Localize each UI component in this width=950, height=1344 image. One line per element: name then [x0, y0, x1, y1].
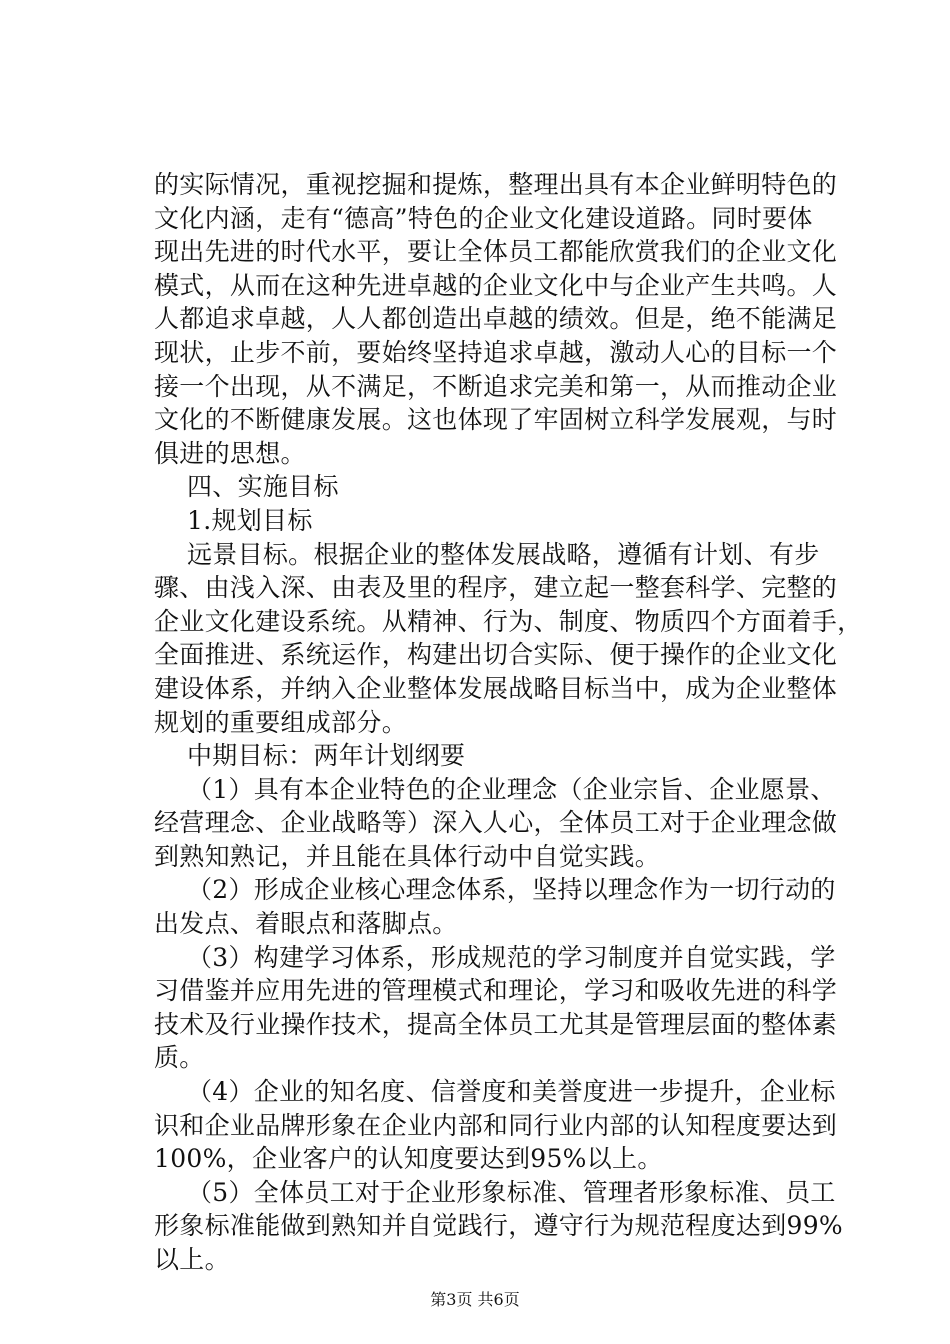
- document-body: [154, 168, 863, 1277]
- text-line: 的实际情况，重视挖掘和提炼，整理出具有本企业鲜明特色的: [154, 170, 838, 199]
- text-line: 人都追求卓越，人人都创造出卓越的绩效。但是，绝不能满足: [154, 304, 838, 334]
- text-line: 模式，从而在这种先进卓越的企业文化中与企业产生共鸣。人: [154, 270, 838, 300]
- text-line: 1.规划目标: [154, 505, 313, 535]
- page-footer: 第3页 共6页: [430, 1290, 520, 1309]
- text-line: 识和企业品牌形象在企业内部和同行业内部的认知程度要达到: [154, 1110, 838, 1140]
- text-line: 经营理念、企业战略等）深入人心，全体员工对于企业理念做: [154, 808, 838, 838]
- text-line: 现状，止步不前，要始终坚持追求卓越，激动人心的目标一个: [154, 337, 838, 367]
- text-line: 100%，企业客户的认知度要达到95%以上。: [154, 1144, 663, 1174]
- text-line: 习借鉴并应用先进的管理模式和理论，学习和吸收先进的科学: [154, 976, 838, 1006]
- text-line: 企业文化建设系统。从精神、行为、制度、物质四个方面着手，: [154, 606, 863, 636]
- text-line: 以上。: [154, 1245, 230, 1274]
- text-line: 形象标准能做到熟知并自觉践行，遵守行为规范程度达到99%: [154, 1211, 843, 1241]
- text-line: 四、实施目标: [154, 472, 339, 502]
- text-line: 规划的重要组成部分。: [154, 707, 408, 737]
- text-line: （5）全体员工对于企业形象标准、管理者形象标准、员工: [154, 1177, 836, 1207]
- text-line: 到熟知熟记，并且能在具体行动中自觉实践。: [154, 841, 661, 871]
- text-line: 文化的不断健康发展。这也体现了牢固树立科学发展观，与时: [154, 405, 838, 435]
- text-line: （3）构建学习体系，形成规范的学习制度并自觉实践，学: [154, 942, 836, 972]
- text-line: （1）具有本企业特色的企业理念（企业宗旨、企业愿景、: [154, 774, 836, 804]
- text-line: 远景目标。根据企业的整体发展战略，遵循有计划、有步: [154, 539, 820, 569]
- text-line: 技术及行业操作技术，提高全体员工尤其是管理层面的整体素: [154, 1009, 838, 1039]
- text-line: 出发点、着眼点和落脚点。: [154, 909, 458, 939]
- text-line: 骤、由浅入深、由表及里的程序，建立起一整套科学、完整的: [154, 573, 838, 603]
- text-line: 中期目标：两年计划纲要: [154, 741, 466, 771]
- text-line: （4）企业的知名度、信誉度和美誉度进一步提升，企业标: [154, 1077, 836, 1107]
- text-line: 建设体系，并纳入企业整体发展战略目标当中，成为企业整体: [154, 673, 838, 703]
- text-line: （2）形成企业核心理念体系，坚持以理念作为一切行动的: [154, 875, 836, 905]
- text-line: 现出先进的时代水平，要让全体员工都能欣赏我们的企业文化: [154, 237, 838, 267]
- text-line: 接一个出现，从不满足，不断追求完美和第一，从而推动企业: [154, 371, 838, 401]
- text-line: 俱进的思想。: [154, 438, 306, 468]
- text-line: 全面推进、系统运作，构建出切合实际、便于操作的企业文化: [154, 640, 838, 670]
- text-line: 质。: [154, 1043, 205, 1073]
- text-line: 文化内涵，走有“德高”特色的企业文化建设道路。同时要体: [154, 203, 813, 233]
